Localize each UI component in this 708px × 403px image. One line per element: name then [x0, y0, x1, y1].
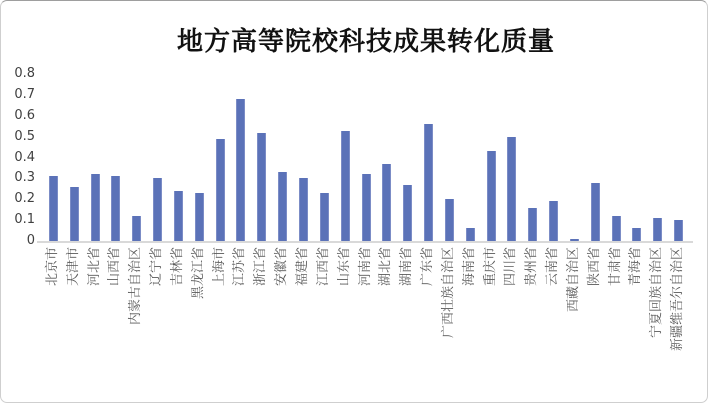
y-axis-tick-label: 0.5 — [14, 128, 35, 144]
bar — [528, 208, 537, 241]
bar — [216, 139, 225, 241]
bar — [153, 178, 162, 241]
y-axis-tick-label: 0.3 — [14, 170, 35, 186]
bar — [424, 124, 433, 241]
bar — [132, 216, 141, 241]
bar — [91, 174, 100, 241]
bar — [507, 137, 516, 241]
bar — [278, 172, 287, 241]
bar — [49, 176, 58, 241]
y-axis-tick-label: 0 — [26, 233, 35, 248]
bar — [445, 199, 454, 241]
bar — [174, 191, 183, 241]
bar — [653, 218, 662, 241]
bar — [341, 131, 350, 241]
y-axis-tick-label: 0.4 — [14, 149, 35, 165]
chart-title: 地方高等院校科技成果转化质量 — [176, 27, 555, 57]
bar — [674, 220, 683, 241]
x-axis-line — [37, 241, 693, 243]
bar — [403, 185, 412, 241]
bar — [362, 174, 371, 241]
y-axis-tick-label: 0.8 — [14, 66, 35, 82]
bar — [612, 216, 621, 241]
bar — [487, 151, 496, 241]
y-axis-tick-label: 0.6 — [14, 107, 35, 123]
bar — [549, 201, 558, 241]
y-axis-tick-label: 0.2 — [14, 191, 35, 207]
bar — [70, 187, 79, 241]
bar — [382, 164, 391, 241]
bar — [195, 193, 204, 241]
plot-area: 0.8 0.7 0.6 0.5 0.4 0.3 0.2 0.1 0 北京市 天津市 河北省 山西省 内蒙古自治区 辽宁省 吉林省 黑龙江省 上海市 江苏省 浙江省 安徽省 福建省 江西省 山东省 河南省 湖北省 湖南省 广东省 广西壮族自治区 海南省 重庆市 四川省 贵州省 云南省 西藏自治区 陕西省 甘肃省 青海省 宁夏回族自治区 新疆维吾尔自治区 — [1, 1, 708, 403]
y-axis-tick-label: 0.1 — [14, 212, 35, 228]
bar — [632, 228, 641, 241]
y-axis-tick-label: 0.7 — [14, 87, 35, 103]
bar — [320, 193, 329, 241]
bar — [236, 99, 245, 241]
bar — [591, 183, 600, 241]
bar — [466, 228, 475, 241]
bar — [111, 176, 120, 241]
bar — [257, 133, 266, 241]
bar — [299, 178, 308, 241]
